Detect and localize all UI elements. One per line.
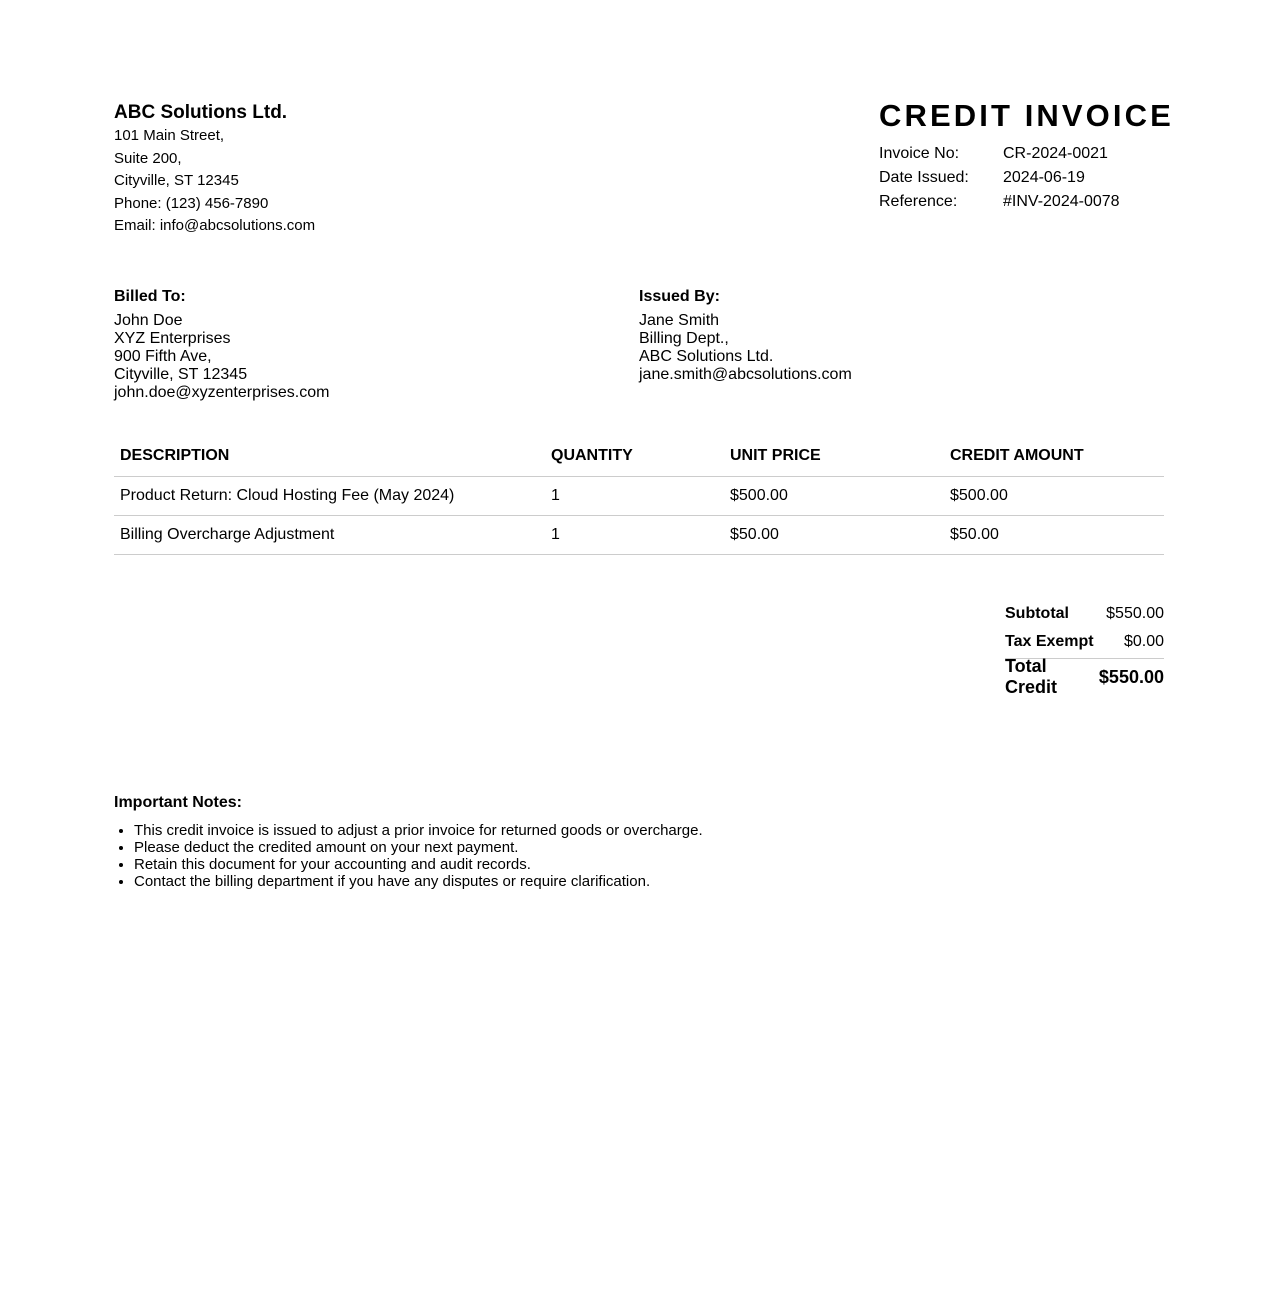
column-header-description: DESCRIPTION [114,437,545,476]
item-credit-amount: $500.00 [944,476,1164,515]
issued-by-email: jane.smith@abcsolutions.com [639,366,852,383]
issued-by-line: ABC Solutions Ltd. [639,348,774,365]
invoice-title-block [879,96,1174,214]
tax-value: $0.00 [1123,633,1164,650]
company-phone: Phone: (123) 456-7890 [114,194,269,212]
reference-number: #INV-2024-0078 [1003,193,1120,210]
meta-row-invoice-no [879,142,1169,166]
issued-by-line: Jane Smith [639,312,720,329]
item-unit-price: $50.00 [724,515,944,554]
note-item: • This credit invoice is issued to adjust a prior invoice for returned goods or overcharge. [134,822,1014,839]
item-description: Billing Overcharge Adjustment [114,515,545,554]
notes-block [114,792,1014,890]
table-header-row [114,437,1164,476]
billed-to-email: john.doe@xyzenterprises.com [114,384,330,401]
line-items-table [114,437,1164,555]
company-email: Email: info@abcsolutions.com [114,217,316,234]
issued-by-heading: Issued By: [639,288,720,305]
billed-to-block [114,286,534,402]
date-issued: 2024-06-19 [1003,169,1085,186]
note-item: • Retain this document for your accounting and audit records. [134,856,1014,873]
invoice-meta [879,142,1169,214]
subtotal-value: $550.00 [1106,605,1164,622]
issued-by-block [639,286,1059,384]
tax-row [1005,628,1164,656]
column-header-quantity: QUANTITY [545,437,724,476]
billed-to-line: John Doe [114,312,183,329]
company-address-line-1: 101 Main Street, [114,127,225,144]
meta-row-date-issued [879,166,1169,190]
notes-heading: Important Notes: [114,794,242,811]
billed-to-line: Cityville, ST 12345 [114,366,248,383]
issued-by-line: Billing Dept., [639,330,729,347]
item-description: Product Return: Cloud Hosting Fee (May 2024) [114,476,545,515]
billed-to-line: XYZ Enterprises [114,330,231,347]
company-address-line-2: Suite 200, [114,149,182,167]
column-header-unit-price: UNIT PRICE [724,437,944,476]
table-row [114,476,1164,515]
meta-row-reference [879,190,1169,214]
note-item: • Contact the billing department if you have any disputes or require clarification. [134,873,1014,890]
meta-label: Invoice No: [879,145,960,162]
note-item: • Please deduct the credited amount on your next payment. [134,839,1014,856]
company-block [114,101,614,238]
meta-label: Date Issued: [879,169,969,186]
table-row [114,515,1164,554]
item-quantity: 1 [545,476,724,515]
subtotal-label: Subtotal [1005,605,1069,622]
total-credit-label: Total Credit [1005,656,1058,697]
invoice-number: CR-2024-0021 [1003,145,1108,162]
item-quantity: 1 [545,515,724,554]
billed-to-heading: Billed To: [114,288,186,305]
item-unit-price: $500.00 [724,476,944,515]
total-credit-row [1005,656,1164,697]
company-name: ABC Solutions Ltd. [114,102,288,123]
column-header-credit-amount: CREDIT AMOUNT [944,437,1164,476]
meta-label: Reference: [879,193,958,210]
item-credit-amount: $50.00 [944,515,1164,554]
subtotal-row [1005,600,1164,628]
tax-label: Tax Exempt [1005,633,1094,650]
notes-list [114,822,1014,890]
billed-to-line: 900 Fifth Ave, [114,348,212,365]
total-credit-value: $550.00 [1098,666,1164,687]
company-address-line-3: Cityville, ST 12345 [114,172,239,189]
totals-block [1005,600,1164,695]
document-title: CREDIT INVOICE [879,98,1174,133]
